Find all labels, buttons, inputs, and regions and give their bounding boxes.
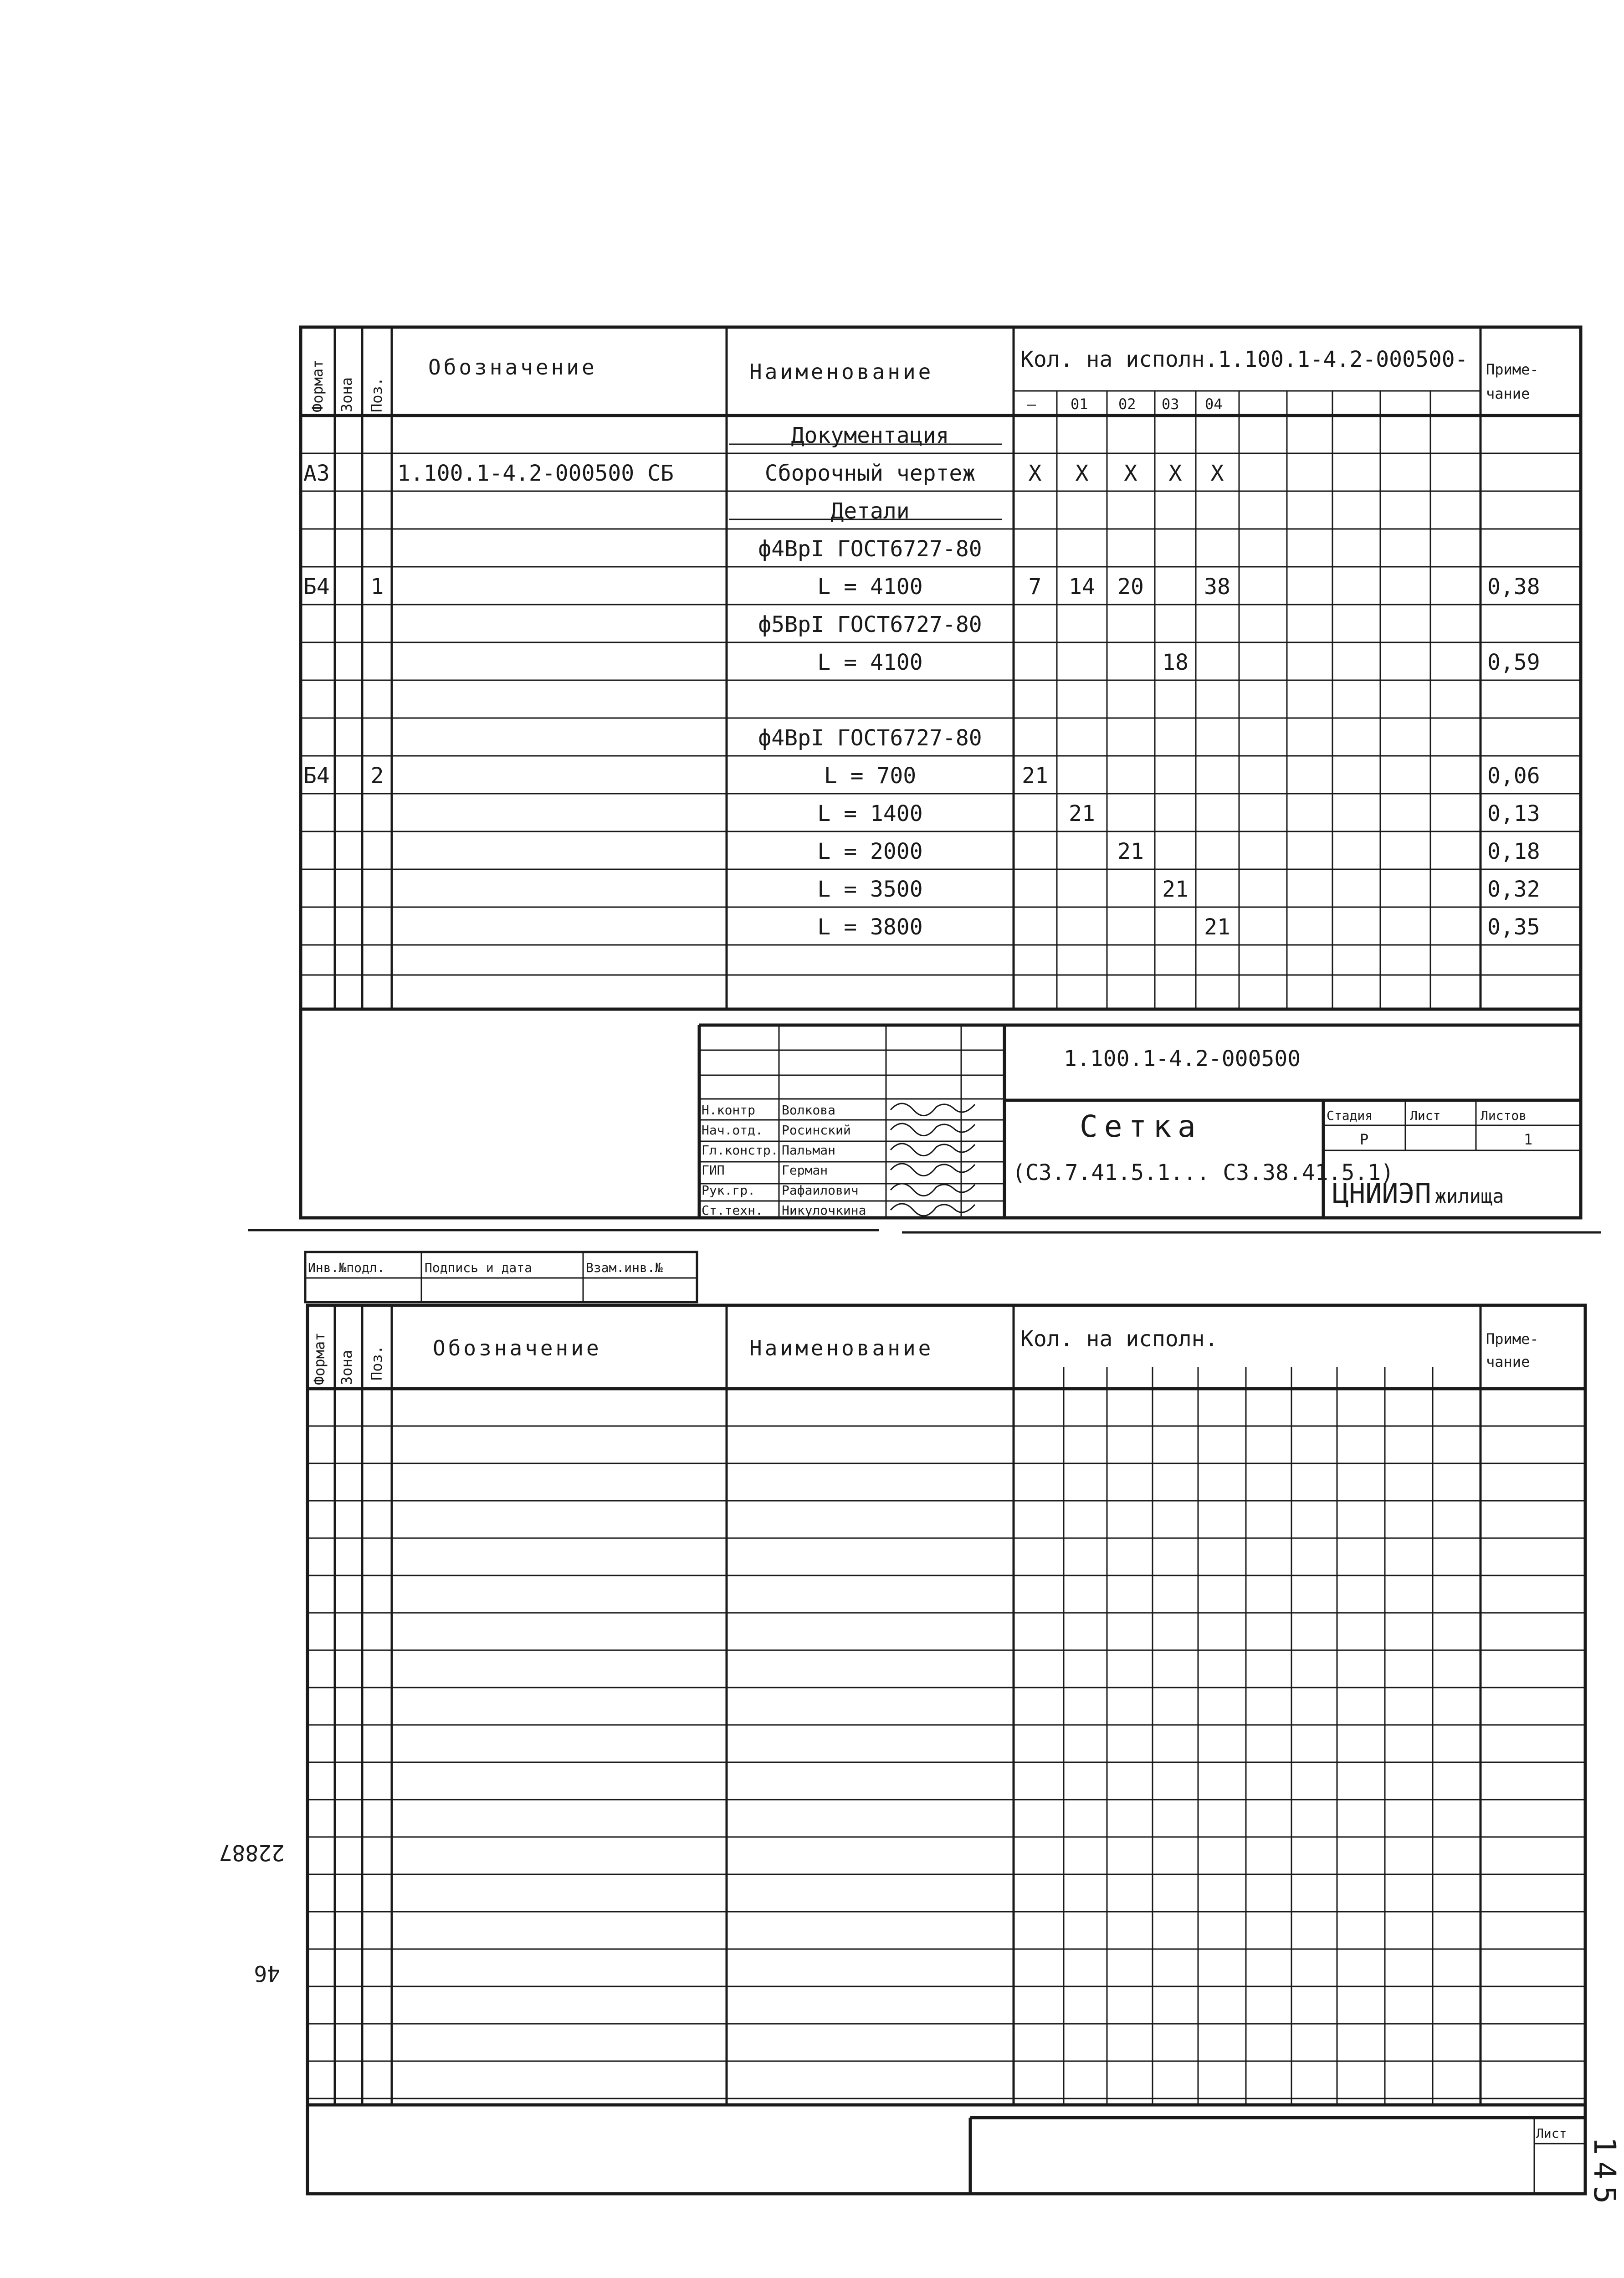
row-name: ф4ВрI ГОСТ6727-80	[758, 536, 982, 562]
row-name: L = 3800	[817, 914, 923, 940]
row-format: Б4	[303, 763, 330, 789]
signature-role: Гл.констр.	[702, 1143, 779, 1158]
title-name: Сетка	[1080, 1109, 1202, 1144]
row-name: Сборочный чертеж	[764, 461, 976, 486]
signature-name: Рафаилович	[782, 1183, 859, 1198]
blank-hdr-zone: Зона	[338, 1349, 355, 1385]
row-format: А3	[303, 461, 330, 486]
hdr-qty: Кол. на исполн.1.100.1-4.2-000500-	[1020, 347, 1468, 372]
spec-row	[817, 914, 1540, 940]
signature-scribble	[891, 1204, 975, 1216]
title-code: 1.100.1-4.2-000500	[1064, 1046, 1301, 1072]
row-qty: 21	[1069, 801, 1095, 826]
blank-hdr-format: Формат	[311, 1332, 328, 1385]
spec-row	[817, 801, 1540, 826]
spec-row	[303, 574, 1540, 600]
row-name: L = 700	[824, 763, 917, 789]
blank-hdr-name: Наименование	[749, 1336, 934, 1360]
spec-row	[817, 839, 1540, 864]
hdr-note-line2: чание	[1486, 385, 1530, 402]
blank-hdr-designation: Обозначение	[433, 1336, 602, 1360]
hdr-pos: Поз.	[368, 377, 385, 412]
signature-role: ГИП	[702, 1163, 725, 1178]
spec-row	[791, 423, 949, 448]
row-note: 0,32	[1487, 877, 1540, 902]
signature-role: Рук.гр.	[702, 1183, 756, 1198]
row-qty: 18	[1162, 650, 1189, 675]
blank-hdr-pos: Поз.	[368, 1345, 385, 1380]
signature-name: Росинский	[782, 1123, 851, 1138]
signature-scribble	[891, 1144, 975, 1156]
spec-row	[758, 725, 982, 751]
variant-02: 02	[1118, 395, 1136, 413]
row-note: 0,38	[1487, 574, 1540, 600]
title-block	[699, 1025, 1581, 1218]
row-name: L = 4100	[817, 574, 923, 600]
spec-row	[817, 650, 1540, 675]
row-pos: 2	[370, 763, 384, 789]
row-qty: X	[1168, 461, 1182, 486]
signature-row	[702, 1163, 975, 1178]
stage-value: Р	[1360, 1131, 1369, 1148]
blank-hdr-qty: Кол. на исполн.	[1020, 1326, 1218, 1352]
signature-name: Пальман	[782, 1143, 836, 1158]
spec-row	[303, 461, 1224, 486]
row-qty: 38	[1204, 574, 1230, 600]
signature-row	[702, 1183, 975, 1198]
row-qty: 21	[1162, 877, 1189, 902]
signature-role: Н.контр	[702, 1103, 756, 1118]
signature-row	[702, 1103, 975, 1118]
row-name: Детали	[830, 498, 910, 524]
row-name: ф5ВрI ГОСТ6727-80	[758, 612, 982, 637]
row-pos: 1	[370, 574, 384, 600]
variant-01: 01	[1071, 395, 1088, 413]
org-name: ЦНИИЭП жилища	[1332, 1178, 1504, 1210]
variant-base: –	[1027, 395, 1036, 413]
hdr-format: Формат	[309, 359, 326, 412]
row-qty: X	[1075, 461, 1089, 486]
row-qty: X	[1028, 461, 1042, 486]
row-name: L = 4100	[817, 650, 923, 675]
spec-row	[303, 763, 1540, 789]
blank-sheet-label: Лист	[1536, 2126, 1567, 2141]
hdr-note-line1: Приме-	[1486, 361, 1539, 378]
hdr-name: Наименование	[749, 359, 934, 384]
page-number: 145	[1587, 2137, 1622, 2211]
row-note: 0,18	[1487, 839, 1540, 864]
signature-scribble	[891, 1184, 975, 1196]
spec-rows	[303, 423, 1540, 940]
row-qty: 21	[1022, 763, 1048, 789]
variant-03: 03	[1162, 395, 1179, 413]
row-name: ф4ВрI ГОСТ6727-80	[758, 725, 982, 751]
signature-row	[702, 1203, 975, 1218]
stamp-vzam-inv: Взам.инв.№	[586, 1260, 663, 1275]
signature-row	[702, 1143, 975, 1158]
signature-role: Ст.техн.	[702, 1203, 763, 1218]
blank-sheet	[219, 1252, 1586, 2194]
variant-04: 04	[1205, 395, 1223, 413]
row-note: 0,59	[1487, 650, 1540, 675]
row-qty: 21	[1117, 839, 1144, 864]
row-qty: 7	[1028, 574, 1042, 600]
blank-hdr-note-line1: Приме-	[1486, 1330, 1539, 1348]
row-name: L = 2000	[817, 839, 923, 864]
row-name: L = 3500	[817, 877, 923, 902]
row-qty: 20	[1117, 574, 1144, 600]
spec-row	[758, 612, 982, 637]
signature-scribble	[891, 1164, 975, 1176]
row-qty: X	[1210, 461, 1224, 486]
row-note: 0,13	[1487, 801, 1540, 826]
spec-row	[817, 877, 1540, 902]
spec-row	[758, 536, 982, 562]
signature-name: Волкова	[782, 1103, 836, 1118]
title-subtitle: (С3.7.41.5.1... С3.38.41.5.1)	[1012, 1160, 1394, 1185]
spec-sheet	[301, 327, 1581, 1218]
margin-page-number: 46	[254, 1960, 280, 1986]
row-note: 0,35	[1487, 914, 1540, 940]
hdr-zone: Зона	[338, 377, 355, 412]
row-note: 0,06	[1487, 763, 1540, 789]
row-designation: 1.100.1-4.2-000500 СБ	[397, 461, 674, 486]
row-name: Документация	[791, 423, 949, 448]
signature-name: Никулочкина	[782, 1203, 866, 1218]
stamp-sign-date: Подпись и дата	[425, 1260, 533, 1275]
row-qty: 14	[1069, 574, 1095, 600]
spec-row	[830, 498, 909, 524]
stage-label: Стадия	[1327, 1108, 1373, 1123]
row-qty: 21	[1204, 914, 1230, 940]
signature-scribble	[891, 1124, 975, 1136]
stamp-inv-podl: Инв.№подл.	[308, 1260, 385, 1275]
signature-row	[702, 1123, 975, 1138]
row-qty: X	[1124, 461, 1137, 486]
sheet-label: Лист	[1410, 1108, 1441, 1123]
approval-stamp	[305, 1252, 697, 1302]
signature-role: Нач.отд.	[702, 1123, 763, 1138]
sheets-value: 1	[1524, 1131, 1533, 1148]
signature-scribble	[891, 1103, 975, 1116]
margin-inventory-number: 22887	[219, 1840, 285, 1865]
signature-name: Герман	[782, 1163, 828, 1178]
blank-hdr-note-line2: чание	[1486, 1353, 1530, 1370]
hdr-designation: Обозначение	[428, 355, 597, 380]
row-name: L = 1400	[817, 801, 923, 826]
row-format: Б4	[303, 574, 330, 600]
sheets-label: Листов	[1481, 1108, 1527, 1123]
